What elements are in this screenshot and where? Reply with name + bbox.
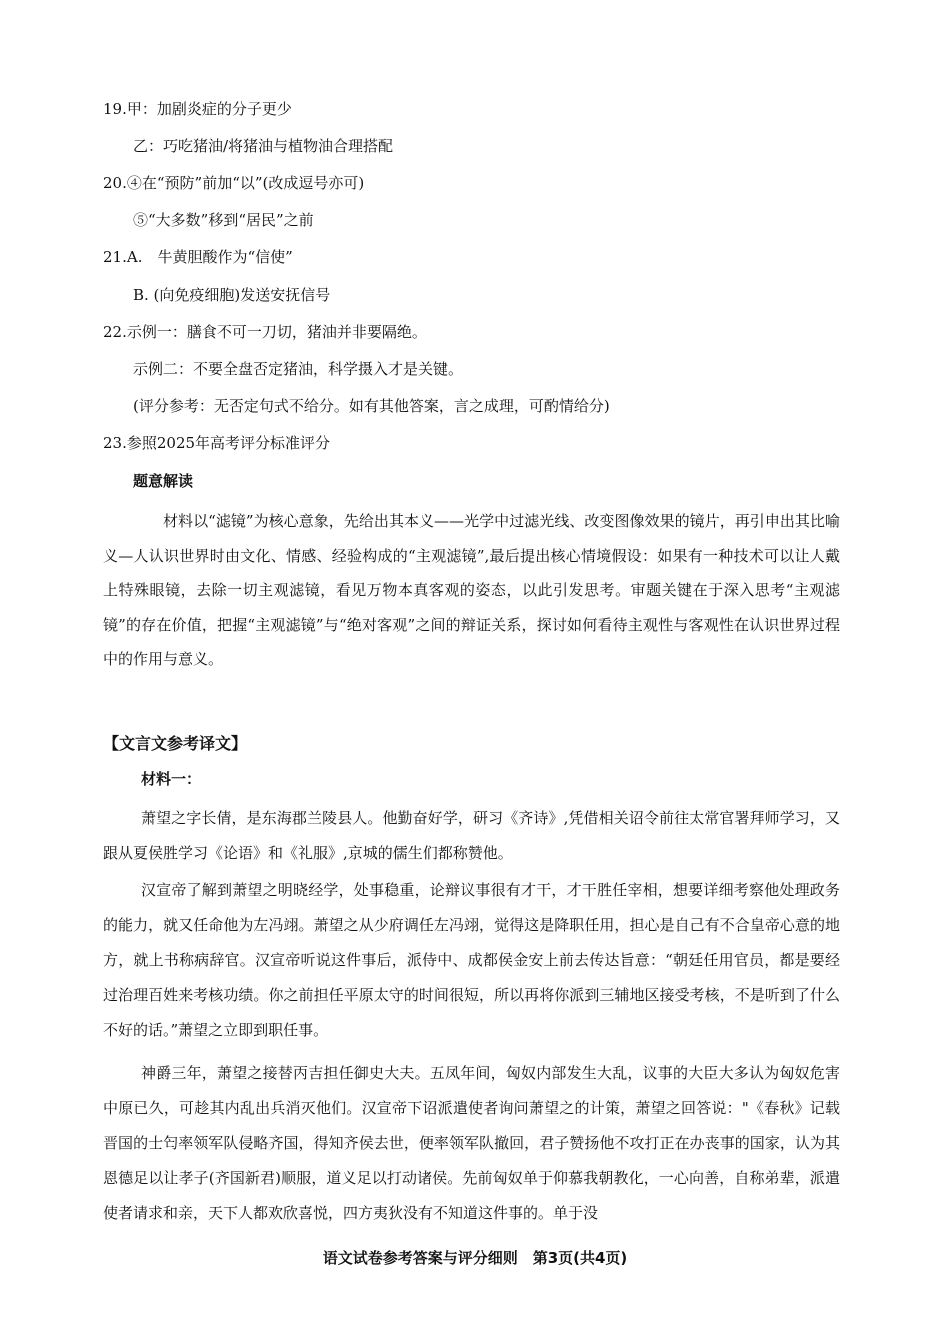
translation-paragraph: 萧望之字长倩，是东海郡兰陵县人。他勤奋好学，研习《齐诗》,凭借相关诏令前往太常官署拜师学习，又跟从夏侯胜学习《论语》和《礼服》,京城的儒生们都称赞他。: [103, 809, 840, 862]
answer-20-a: 20.④在“预防”前加“以”(改成逗号亦可): [103, 174, 365, 192]
answer-21-a: 21.A. 牛黄胆酸作为“信使”: [103, 248, 293, 266]
answer-23: 23.参照2025年高考评分标准评分: [103, 434, 331, 452]
translation-paragraph: 神爵三年，萧望之接替丙吉担任御史大夫。五凤年间，匈奴内部发生大乱，议事的大臣大多认为匈奴危害中原已久，可趁其内乱出兵消灭他们。汉宣帝下诏派遣使者询问萧望之的计策，萧望之回答说："《春秋》记载晋国的士匄率领军队侵略齐国，得知齐侯去世，便率领军队撤回，君子赞扬他不攻打正在办丧事的国家，认为其恩德足以让孝子(齐国新君)顺服，道义足以打动诸侯。先前匈奴单于仰慕我朝教化，一心向善，自称弟辈，派遣使者请求和亲，天下人都欢欣喜悦，四方夷狄没有不知道这件事的。单于没: [103, 1064, 840, 1222]
translation-paragraph: 汉宣帝了解到萧望之明晓经学，处事稳重，论辩议事很有才干，才干胜任宰相，想要详细考察他处理政务的能力，就又任命他为左冯翊。萧望之从少府调任左冯翊，觉得这是降职任用，担心是自己有不合皇帝心意的地方，就上书称病辞官。汉宣帝听说这件事后，派侍中、成都侯金安上前去传达旨意：“朝廷任用官员，都是要经过治理百姓来考核功绩。你之前担任平原太守的时间很短，所以再将你派到三辅地区接受考核，不是听到了什么不好的话。”萧望之立即到职任事。: [103, 881, 840, 1039]
essay-heading: 题意解读: [133, 472, 194, 490]
answer-22-b: 示例二：不要全盘否定猪油，科学摄入才是关键。: [133, 360, 464, 378]
translation-heading: 【文言文参考译文】: [103, 734, 248, 753]
answer-19-b: 乙：巧吃猪油/将猪油与植物油合理搭配: [133, 137, 394, 155]
essay-body: 材料以“滤镜”为核心意象，先给出其本义——光学中过滤光线、改变图像效果的镜片，再引申出其比喻义—人认识世界时由文化、情感、经验构成的“主观滤镜”,最后提出核心情境假设：如果有一种技术可以让人戴上特殊眼镜，去除一切主观滤镜，看见万物本真客观的姿态，以此引发思考。审题关键在于深入思考“主观滤镜”的存在价值，把握“主观滤镜”与“绝对客观”之间的辩证关系，探讨如何看待主观性与客观性在认识世界过程中的作用与意义。: [103, 512, 840, 668]
answer-19-a: 19.甲：加剧炎症的分子更少: [103, 100, 292, 118]
answer-20-b: ⑤“大多数”移到“居民”之前: [133, 211, 314, 229]
material-label: 材料一：: [141, 770, 202, 788]
answer-22-a: 22.示例一：膳食不可一刀切，猪油并非要隔绝。: [103, 323, 427, 341]
answer-21-b: B. (向免疫细胞)发送安抚信号: [133, 286, 331, 304]
page-footer: 语文试卷参考答案与评分细则 第3页(共4页): [322, 1249, 628, 1267]
answer-22-note: (评分参考：无否定句式不给分。如有其他答案，言之成理，可酌情给分): [133, 397, 610, 415]
